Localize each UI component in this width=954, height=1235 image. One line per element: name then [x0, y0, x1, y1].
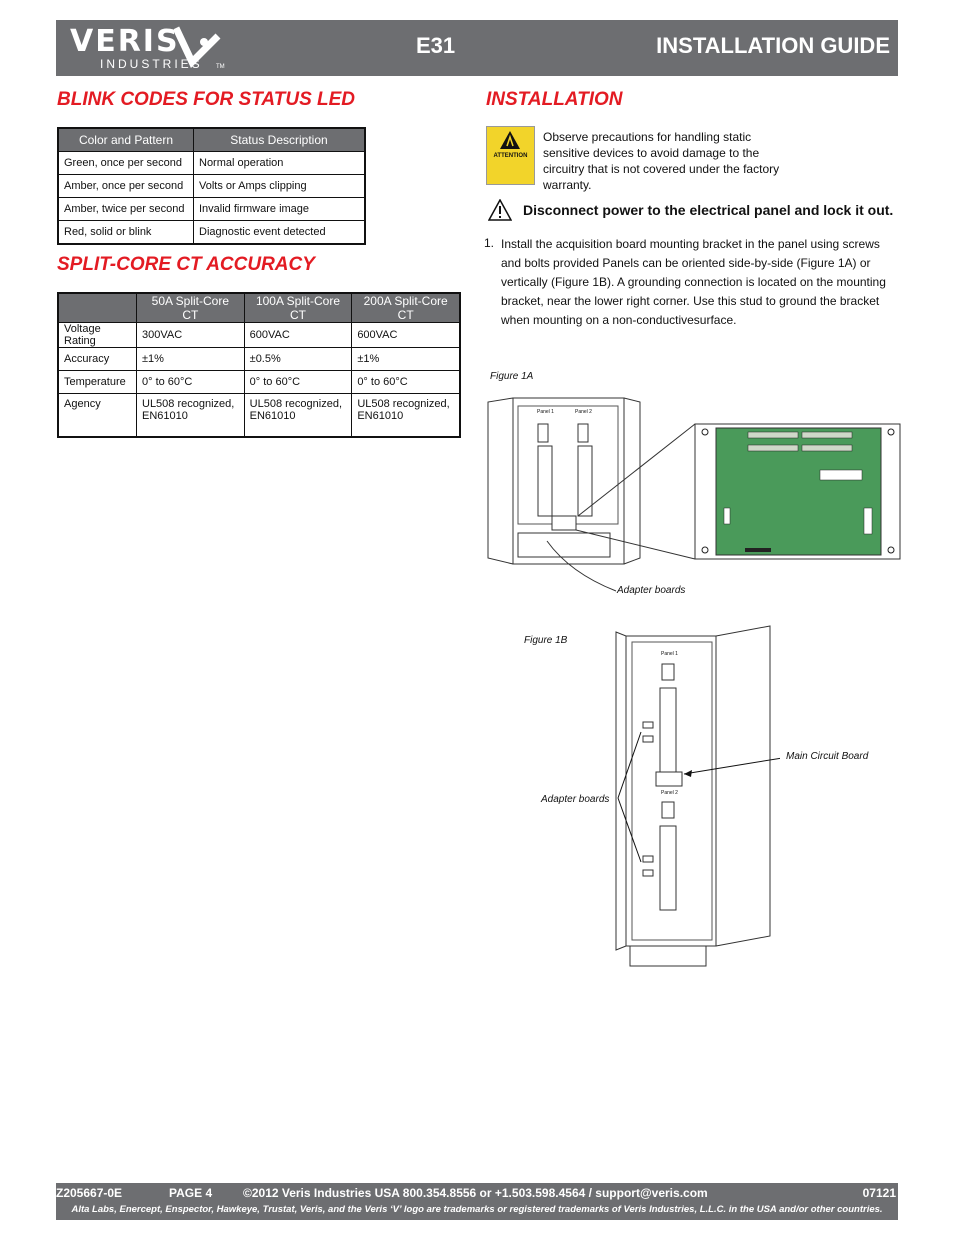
table-cell: Green, once per second [58, 152, 194, 175]
table-cell: Voltage Rating [58, 323, 137, 348]
trademark-note: Alta Labs, Enercept, Enspector, Hawkeye, Trustat, Veris, and the Veris ‘V’ logo are trademarks or registered trademarks of Veris Industries, L.L.C. in the USA and/or other countries. [71, 1204, 883, 1215]
installation-title: INSTALLATION [486, 89, 623, 110]
table-row [58, 198, 365, 221]
table-cell: ±0.5% [244, 348, 352, 371]
table-header-row [58, 293, 460, 323]
figure-1b-panel-1-label: Panel 1 [661, 651, 678, 657]
table-header-cell: 200A Split-Core CT [352, 293, 460, 323]
table-cell: ±1% [352, 348, 460, 371]
table-row [58, 152, 365, 175]
warning-text: Disconnect power to the electrical panel and lock it out. [523, 202, 894, 218]
table-header-row [58, 128, 365, 152]
table-cell: Amber, once per second [58, 175, 194, 198]
table-cell: Temperature [58, 371, 137, 394]
table-row [58, 348, 460, 371]
figure-1b-label: Figure 1B [524, 635, 568, 646]
table-cell: 0° to 60°C [244, 371, 352, 394]
table-row [58, 221, 365, 245]
blink-codes-title: BLINK CODES FOR STATUS LED [57, 89, 356, 110]
model-number: E31 [416, 33, 456, 58]
figure-1a-panel-2-label: Panel 2 [575, 409, 592, 415]
table-header-cell [58, 293, 137, 323]
table-cell: Normal operation [194, 152, 366, 175]
contact-info: ©2012 Veris Industries USA 800.354.8556 or +1.503.598.4564 / support@veris.com [243, 1186, 708, 1200]
table-row [58, 323, 460, 348]
page-footer [56, 1183, 898, 1220]
figure-1a-label: Figure 1A [490, 371, 534, 382]
static-sensitive-icon [486, 126, 535, 185]
table-cell: Volts or Amps clipping [194, 175, 366, 198]
logo-text: VERIS [70, 24, 180, 59]
table-cell: UL508 recognized, EN61010 [352, 394, 460, 438]
step-number: 1. [484, 236, 495, 250]
table-header-cell: 50A Split-Core CT [137, 293, 245, 323]
table-cell: 600VAC [244, 323, 352, 348]
table-row [58, 371, 460, 394]
figure-1a-callout: Adapter boards [617, 585, 686, 596]
table-cell: Amber, twice per second [58, 198, 194, 221]
table-header-cell: Color and Pattern [58, 128, 194, 152]
doc-number: Z205667-0E [56, 1186, 123, 1200]
table-cell: 0° to 60°C [352, 371, 460, 394]
figure-1b-main-board-callout: Main Circuit Board [786, 751, 869, 762]
figure-1a-diagram [480, 388, 910, 598]
table-cell: Diagnostic event detected [194, 221, 366, 245]
ct-accuracy-title: SPLIT-CORE CT ACCURACY [57, 254, 315, 275]
figure-1a-panel-1-label: Panel 1 [537, 409, 554, 415]
table-cell: Agency [58, 394, 137, 438]
warning-icon [488, 199, 512, 226]
table-cell: Invalid firmware image [194, 198, 366, 221]
date-code: 07121 [862, 1186, 896, 1200]
table-cell: ±1% [137, 348, 245, 371]
figure-1b-panel-2-label: Panel 2 [661, 790, 678, 796]
table-cell: Red, solid or blink [58, 221, 194, 245]
table-cell: Accuracy [58, 348, 137, 371]
static-notice-text: Observe precautions for handling static sensitive devices to avoid damage to the circuitry that is not covered under the factory warranty. [543, 130, 780, 192]
logo-subtext: INDUSTRIES [100, 57, 203, 71]
guide-title: INSTALLATION GUIDE [656, 33, 890, 58]
table-row [58, 175, 365, 198]
table-header-cell: 100A Split-Core CT [244, 293, 352, 323]
table-cell: 600VAC [352, 323, 460, 348]
figure-1b-adapter-callout: Adapter boards [541, 794, 610, 805]
static-attention-label: ATTENTION [493, 153, 528, 159]
ct-accuracy-table [57, 292, 461, 438]
page-header [56, 20, 898, 76]
table-cell: UL508 recognized, EN61010 [244, 394, 352, 438]
table-cell: UL508 recognized, EN61010 [137, 394, 245, 438]
page-number: PAGE 4 [169, 1186, 213, 1200]
table-cell: 300VAC [137, 323, 245, 348]
figure-1b-diagram [600, 622, 780, 970]
step-1-text: Install the acquisition board mounting bracket in the panel using screws and bolts provided Panels can be oriented side-by-side (Figure 1A) or vertically (Figure 1B). A grounding connection is located on the mounting bracket, near the lower right corner. Use this stud to ground the bracket when mounting on a non-conductivesurface. [501, 237, 886, 327]
table-cell: 0° to 60°C [137, 371, 245, 394]
logo-trademark: TM [216, 64, 225, 70]
table-header-cell: Status Description [194, 128, 366, 152]
blink-codes-table [57, 127, 366, 245]
table-row [58, 394, 460, 438]
